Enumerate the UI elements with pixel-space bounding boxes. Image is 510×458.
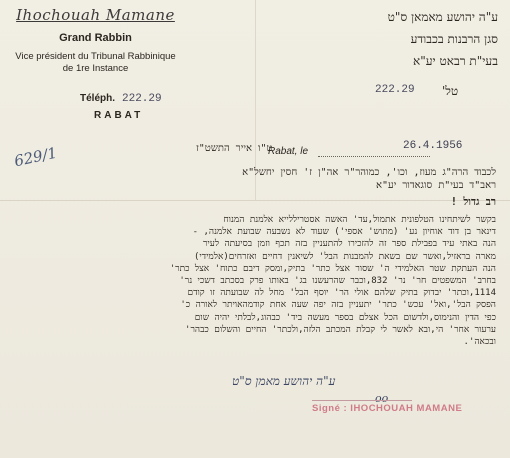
body-line: הנה העתקת שטר האלמידי ה' שסור אצל כתר' בתיק,ומסק דיבם כתוח' אצל כתר'	[169, 263, 496, 274]
letterhead-name: Ihochouah Mamane	[16, 6, 175, 24]
hebrew-tel-label: טל'	[442, 84, 459, 98]
body-line: ערעור אחר' הי,ובא לאשר לי קבלת המכתב הלזה,ולכתר' החיים והשלום כבהר'	[185, 324, 496, 335]
letterhead-subtitle-2: de 1re Instance	[62, 63, 129, 74]
hebrew-line-1: ע"ה יהושע מאמאן ס"ט	[387, 10, 498, 24]
date-label: Rabat, le	[268, 146, 309, 157]
salutation	[16, 166, 496, 192]
handwritten-reference: 629/1	[12, 143, 59, 171]
body-line: בקשר לשיתחינו הטלפונית אתמול,עד' האשה אסטריללייא אלמנת המנוח	[223, 215, 496, 225]
signature-stamp: Signé : IHOCHOUAH MAMANE	[312, 403, 463, 414]
city-name: RABAT	[94, 110, 144, 121]
letterhead-subtitle-1: Vice président du Tribunal Rabbinique	[15, 51, 176, 62]
letterhead-left	[8, 6, 183, 75]
hebrew-date: ט"ו אייר התשט"ז	[196, 143, 273, 154]
hebrew-tel-number: 222.29	[375, 84, 415, 96]
date-dotted-line	[318, 156, 430, 157]
letterhead-title: Grand Rabbin	[59, 32, 132, 44]
body-line: 1114,וכתר' יבדוק בתיק שלהם אולי הר' יוסף הבל' מחל לה שבועתה זו קודם	[187, 288, 496, 299]
salutation-line-1: לכבוד הרה"ג מעוז, וכו', כמוהר"ר אה"ן ז' חסין יחשל"א	[242, 167, 496, 178]
handwritten-signature: ע"ה יהושע מאמן ס"ט	[232, 374, 336, 388]
stamp-underline	[312, 400, 412, 401]
tel-label: Téléph.	[80, 93, 116, 104]
salutation-line-2: ראב"ד בעי"ת סוגאדור יע"א	[376, 180, 496, 191]
handwritten-initials: oo	[375, 392, 389, 405]
date-value: 26.4.1956	[403, 140, 463, 152]
hebrew-line-2: סגן הרבנות בכבודע	[410, 32, 498, 46]
letterhead-right-hebrew	[298, 6, 498, 72]
body-line: הפסק הבל',ואל' עכש' כתר' יתעניין בזה יפה שעה אחת קודמהאויתר לאורה כ'	[180, 300, 496, 311]
greeting: רב גדול !	[450, 196, 496, 208]
letter-body	[6, 214, 496, 348]
body-line: ובכאה'.	[463, 337, 496, 348]
body-line: כפי הדין והנימוס,ולדשום הכל אצלם בספר מעשה ביד' כבהוג,לבלתי יהיה שום	[194, 312, 496, 323]
paper-fold-horizontal	[0, 200, 510, 201]
tel-number: 222.29	[122, 93, 162, 105]
body-line: מארה בראזיל,ואשר שם בשאת להמבנות הבל' לשיאנין דחיים ואזרחים(אלמידי)	[193, 251, 496, 262]
body-line: בחרב' המשפטים חר' נר' 832,וכבר שהרעשנו בג' באותו פרק בסכתב דשכי נר'	[179, 276, 496, 287]
body-line: הנה באתי עיד בפבילת ספר זה להזכירו להתעניין בזה תכף וזמן בסיעתה לעיר	[202, 239, 496, 250]
body-line: דינאר בן דוד אוחיון נע' (מתוש' אספי') שעוד לא נשבעה שבועת אלמנה, -	[192, 227, 496, 238]
hebrew-line-3: בעי"ת רבאט יע"א	[413, 54, 498, 68]
